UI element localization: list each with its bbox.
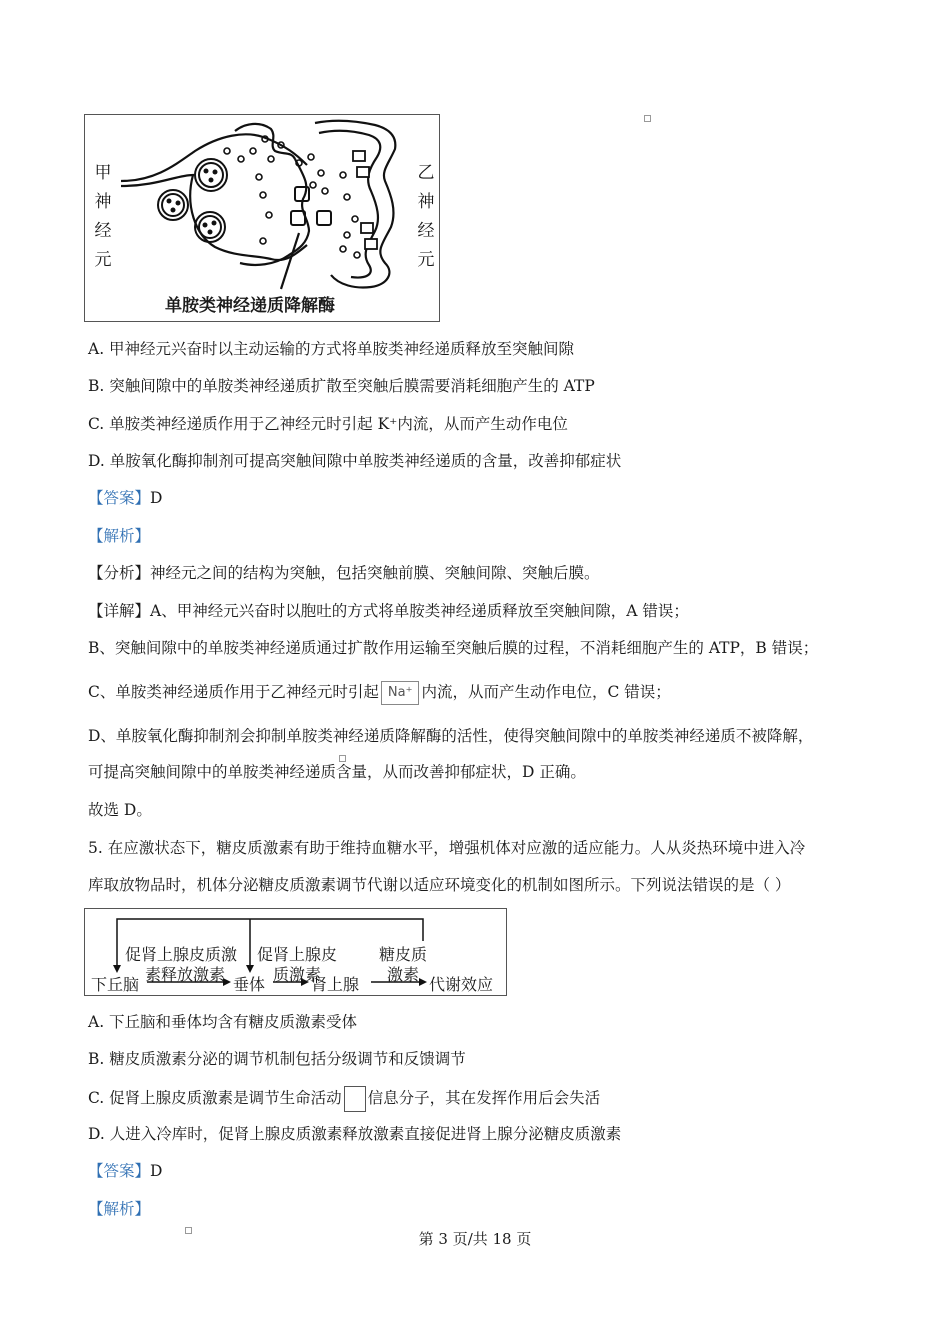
detail-c-pre: C、单胺类神经递质作用于乙神经元时引起 (88, 683, 379, 701)
blank-image (344, 1086, 366, 1112)
option-c-post: 信息分子，其在发挥作用后会失活 (367, 1089, 601, 1107)
q4-detail-c (88, 681, 671, 705)
scan-mark (644, 115, 651, 122)
q4-analysis-heading (88, 526, 150, 546)
answer-value: D (150, 1162, 163, 1180)
flow-node-adrenal: 肾上腺 (311, 975, 360, 994)
flow-node-pituitary: 垂体 (233, 975, 266, 994)
fenxi-label: 【分析】 (88, 564, 151, 582)
flow-label-acth-bottom: 质激素 (273, 965, 322, 984)
page-footer: 第 3 页/共 18 页 (418, 1230, 532, 1248)
q4-option-a: A. 甲神经元兴奋时以主动运输的方式将单胺类神经递质释放至突触间隙 (88, 340, 575, 358)
q4-detail-b: B、突触间隙中的单胺类神经递质通过扩散作用运输至突触后膜的过程，不消耗细胞产生的 ATP，B 错误； (88, 639, 819, 657)
q5-option-a: A. 下丘脑和垂体均含有糖皮质激素受体 (88, 1013, 358, 1031)
flow-label-gc-top: 糖皮质 (379, 945, 428, 964)
scan-mark (339, 755, 346, 762)
enzyme-caption: 单胺类神经递质降解酶 (165, 296, 335, 316)
detail-a-text: A、甲神经元兴奋时以胞吐的方式将单胺类神经递质释放至突触间隙，A 错误； (150, 602, 689, 620)
xiangjie-label: 【详解】 (88, 602, 151, 620)
q5-option-b: B. 糖皮质激素分泌的调节机制包括分级调节和反馈调节 (88, 1050, 466, 1068)
q4-choose: 故选 D。 (88, 801, 152, 819)
q4-detail-d2: 可提高突触间隙中的单胺类神经递质含量，从而改善抑郁症状，D 正确。 (88, 763, 586, 781)
hormone-flow-figure (84, 908, 507, 996)
flow-label-crh-top: 促肾上腺皮质激 (125, 945, 238, 964)
right-neuron-label: 乙神经元 (417, 163, 435, 270)
q5-stem-line1: 5. 在应激状态下，糖皮质激素有助于维持血糖水平，增强机体对应激的适应能力。人从炎热环境中进入冷 (88, 839, 806, 857)
q4-answer (88, 488, 162, 508)
answer-label: 【答案】 (88, 1162, 151, 1180)
answer-value: D (150, 489, 163, 507)
q4-option-c: C. 单胺类神经递质作用于乙神经元时引起 K⁺内流，从而产生动作电位 (88, 415, 568, 433)
q5-option-c (88, 1086, 600, 1112)
option-c-pre: C. 促肾上腺皮质激素是调节生命活动 (88, 1089, 342, 1107)
detail-c-post: 内流，从而产生动作电位，C 错误； (421, 683, 671, 701)
q5-stem-line2: 库取放物品时，机体分泌糖皮质激素调节代谢以适应环境变化的机制如图所示。下列说法错误的是（ ） (88, 876, 791, 894)
q4-option-b: B. 突触间隙中的单胺类神经递质扩散至突触后膜需要消耗细胞产生的 ATP (88, 377, 595, 395)
flow-label-acth-top: 促肾上腺皮 (257, 945, 338, 964)
na-ion-image: Na⁺ (381, 681, 420, 705)
q4-detail-a (88, 601, 689, 621)
flow-label-crh-bottom: 素释放激素 (145, 965, 226, 984)
q4-detail-d1: D、单胺氧化酶抑制剂会抑制单胺类神经递质降解酶的活性，使得突触间隙中的单胺类神经递质不被降解， (88, 727, 814, 745)
q5-answer (88, 1161, 162, 1181)
answer-label: 【答案】 (88, 489, 151, 507)
flow-label-gc-bottom: 激素 (387, 965, 420, 984)
q5-option-d: D. 人进入冷库时，促肾上腺皮质激素释放激素直接促进肾上腺分泌糖皮质激素 (88, 1125, 622, 1143)
fenxi-text: 神经元之间的结构为突触，包括突触前膜、突触间隙、突触后膜。 (150, 564, 600, 582)
q5-analysis-heading (88, 1199, 150, 1219)
flow-node-hypothalamus: 下丘脑 (91, 975, 140, 994)
analysis-label: 【解析】 (88, 527, 151, 545)
left-neuron-label: 甲神经元 (94, 163, 112, 270)
flow-node-metabolic-effect: 代谢效应 (429, 975, 494, 994)
q4-fenxi (88, 563, 600, 583)
synapse-figure (84, 114, 440, 322)
q4-option-d: D. 单胺氧化酶抑制剂可提高突触间隙中单胺类神经递质的含量，改善抑郁症状 (88, 452, 622, 470)
analysis-label: 【解析】 (88, 1200, 151, 1218)
